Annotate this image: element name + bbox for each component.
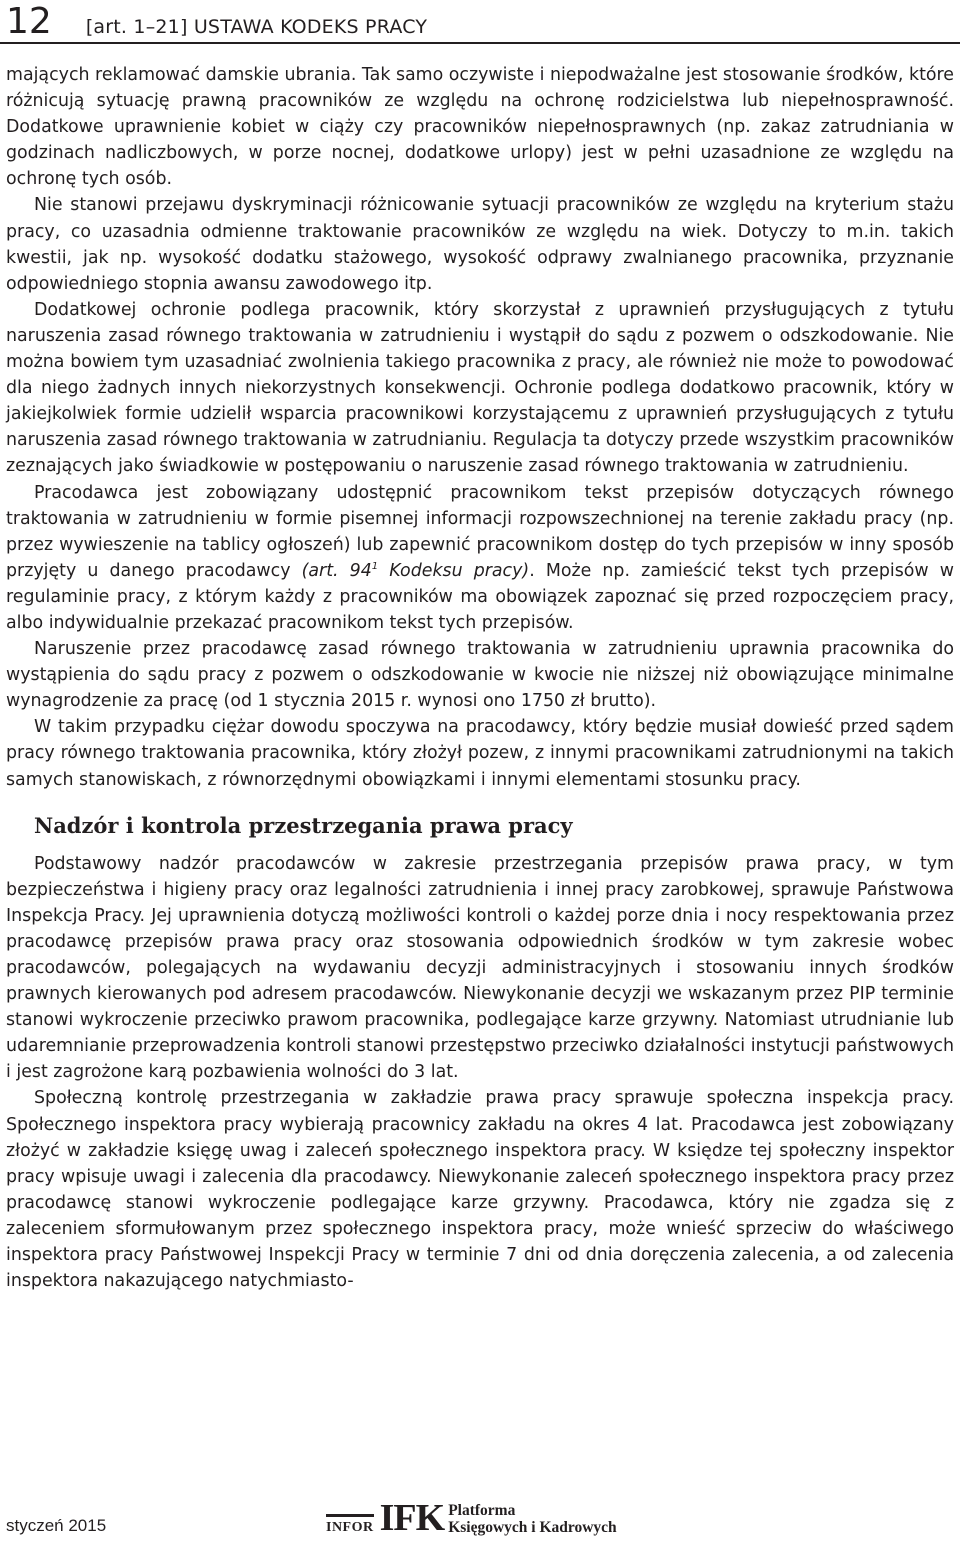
- running-title: [art. 1–21] USTAWA KODEKS PRACY: [85, 16, 428, 38]
- publisher-logo: [326, 1497, 617, 1539]
- section-heading: Nadzór i kontrola przestrzegania prawa pracy: [34, 812, 573, 838]
- paragraph-text: . Może np. zamieścić tekst tych przepisów w regulaminie pracy, z którym każdy z pracowników ma obowiązek zapoznać się przed rozpoczęciem pracy, albo indywidualnie przekazać pracownikom tekst tych przepisów.: [6, 560, 954, 633]
- page-number: 12: [6, 1, 52, 42]
- citation-text: Kodeksu pracy): [378, 560, 530, 581]
- logo-platform-text: [448, 1502, 617, 1536]
- logo-ifk: IFK: [379, 1497, 445, 1539]
- paragraph: Nie stanowi przejawu dyskryminacji różnicowanie sytuacji pracowników ze względu na kryterium stażu pracy, co uzasadnia odmienne traktowanie pracowników ze względu na wiek. Dotyczy to m.in. takich kwestii, jak np. wysokość dodatku stażowego, wysokość odprawy zwalnianego pracownika, przyznanie odpowiedniego stopnia awansu zawodowego itp.: [6, 195, 954, 294]
- legal-citation: [302, 561, 530, 581]
- paragraph: [6, 480, 954, 637]
- paragraph: Dodatkowej ochronie podlega pracownik, który skorzystał z uprawnień przysługujących z tytułu naruszenia zasad równego traktowania w zatrudnieniu i wystąpił do sądu z pozwem o odszkodowanie. Nie można bowiem tym uzasadniać zwolnienia takiego pracownika z pracy, ale również nie może to powodować dla niego żadnych innych niekorzystnych konsekwencji. Ochronie podlega dodatkowo pracownik, który w jakiejkolwiek formie udzielił wsparcia pracownikowi korzystającemu z uprawnień przysługujących z tytułu naruszenia zasad równego traktowania w zatrudnianiu. Regulacja ta dotyczy przede wszystkim pracowników zeznających jako świadkowie w postępowaniu o naruszenie zasad równego traktowania w zatrudnieniu.: [6, 299, 954, 477]
- citation-superscript: 1: [371, 560, 379, 572]
- logo-line: Księgowych i Kadrowych: [448, 1519, 617, 1536]
- paragraph: W takim przypadku ciężar dowodu spoczywa na pracodawcy, który będzie musiał dowieść przed sądem pracy równego traktowania pracownika, który złożył pozew, z innymi pracownikami zatrudnionymi na takich samych stanowiskach, z równorzędnymi obowiązkami i innymi elementami stosunku pracy.: [6, 717, 954, 790]
- citation-text: (art. 94: [301, 560, 372, 581]
- footer-date: styczeń 2015: [6, 1516, 107, 1535]
- header-rule: [0, 42, 960, 44]
- running-header: [6, 2, 427, 42]
- paragraph: Naruszenie przez pracodawcę zasad równego traktowania w zatrudnieniu uprawnia pracownika do wystąpienia do sądu pracy z pozwem o odszkodowanie w kwocie nie niższej niż obowiązujące minimalne wynagrodzenie za pracę (od 1 stycznia 2015 r. wynosi ono 1750 zł brutto).: [6, 639, 954, 712]
- document-body: [6, 62, 954, 1294]
- paragraph: Podstawowy nadzór pracodawców w zakresie przestrzegania przepisów prawa pracy, w tym bezpieczeństwa i higieny pracy oraz legalności zatrudnienia i innej pracy zarobkowej, sprawuje Państwowa Inspekcja Pracy. Jej uprawnienia dotyczą możliwości kontroli o każdej porze dnia i nocy respektowania przez pracodawcę przepisów prawa pracy oraz stosowania odpowiednich środków w tym zakresie wobec pracodawców, polegających na wydawaniu decyzji administracyjnych i stosowaniu innych środków prawnych kierowanych pod adresem pracodawców. Niewykonanie decyzji we wskazanym przez PIP terminie stanowi wykroczenie przeciwko prawom pracownika, podlegające karze grzywny. Natomiast utrudnianie lub udaremnianie przeprowadzenia kontroli stanowi przestępstwo przeciwko działalności instytucji państwowych i jest zagrożone karą pozbawienia wolności do 3 lat.: [6, 853, 954, 1083]
- paragraph: Społeczną kontrolę przestrzegania w zakładzie prawa pracy sprawuje społeczna inspekcja pracy. Społecznego inspektora pracy wybierają pracownicy zakładu na okres 4 lat. Pracodawca jest zobowiązany złożyć w zakładzie księgę uwag i zaleceń społecznego inspektora pracy. W księdze tej społeczny inspektor pracy wpisuje uwagi i zalecenia dla pracodawcy. Niewykonanie zaleceń społecznego inspektora pracy przez pracodawcę stanowi wykroczenie podlegające karze grzywny. Pracodawca, który nie zgadza się z zaleceniem sformułowanym przez społecznego inspektora pracy, może wnieść sprzeciw do właściwego inspektora pracy Państwowej Inspekcji Pracy w terminie 7 dni od dnia doręczenia zalecenia, a od zalecenia inspektora nakazującego natychmiasto-: [6, 1088, 954, 1292]
- logo-infor: INFOR: [326, 1514, 374, 1536]
- paragraph: mających reklamować damskie ubrania. Tak samo oczywiste i niepodważalne jest stosowanie środków, które różnicują sytuację prawną pracowników ze względu na ochronę rodzicielstwa lub niepełnosprawność. Dodatkowe uprawnienie kobiet w ciąży czy pracowników niepełnosprawnych (np. zakaz zatrudniania w godzinach nadliczbowych, w porze nocnej, dodatkowe urlopy) jest w pełni uzasadnione ze względu na ochronę tych osób.: [6, 65, 954, 190]
- logo-line: Platforma: [448, 1502, 516, 1519]
- paragraph-text: Pracodawca jest zobowiązany udostępnić pracownikom tekst przepisów dotyczących równego traktowania w zatrudnieniu w formie pisemnej informacji rozpowszechnionej na terenie zakładu pracy (np. przez wywieszenie na tablicy ogłoszeń) lub zapewnić pracownikom dostęp do tych przepisów w inny sposób przyjęty u danego pracodawcy: [6, 482, 954, 581]
